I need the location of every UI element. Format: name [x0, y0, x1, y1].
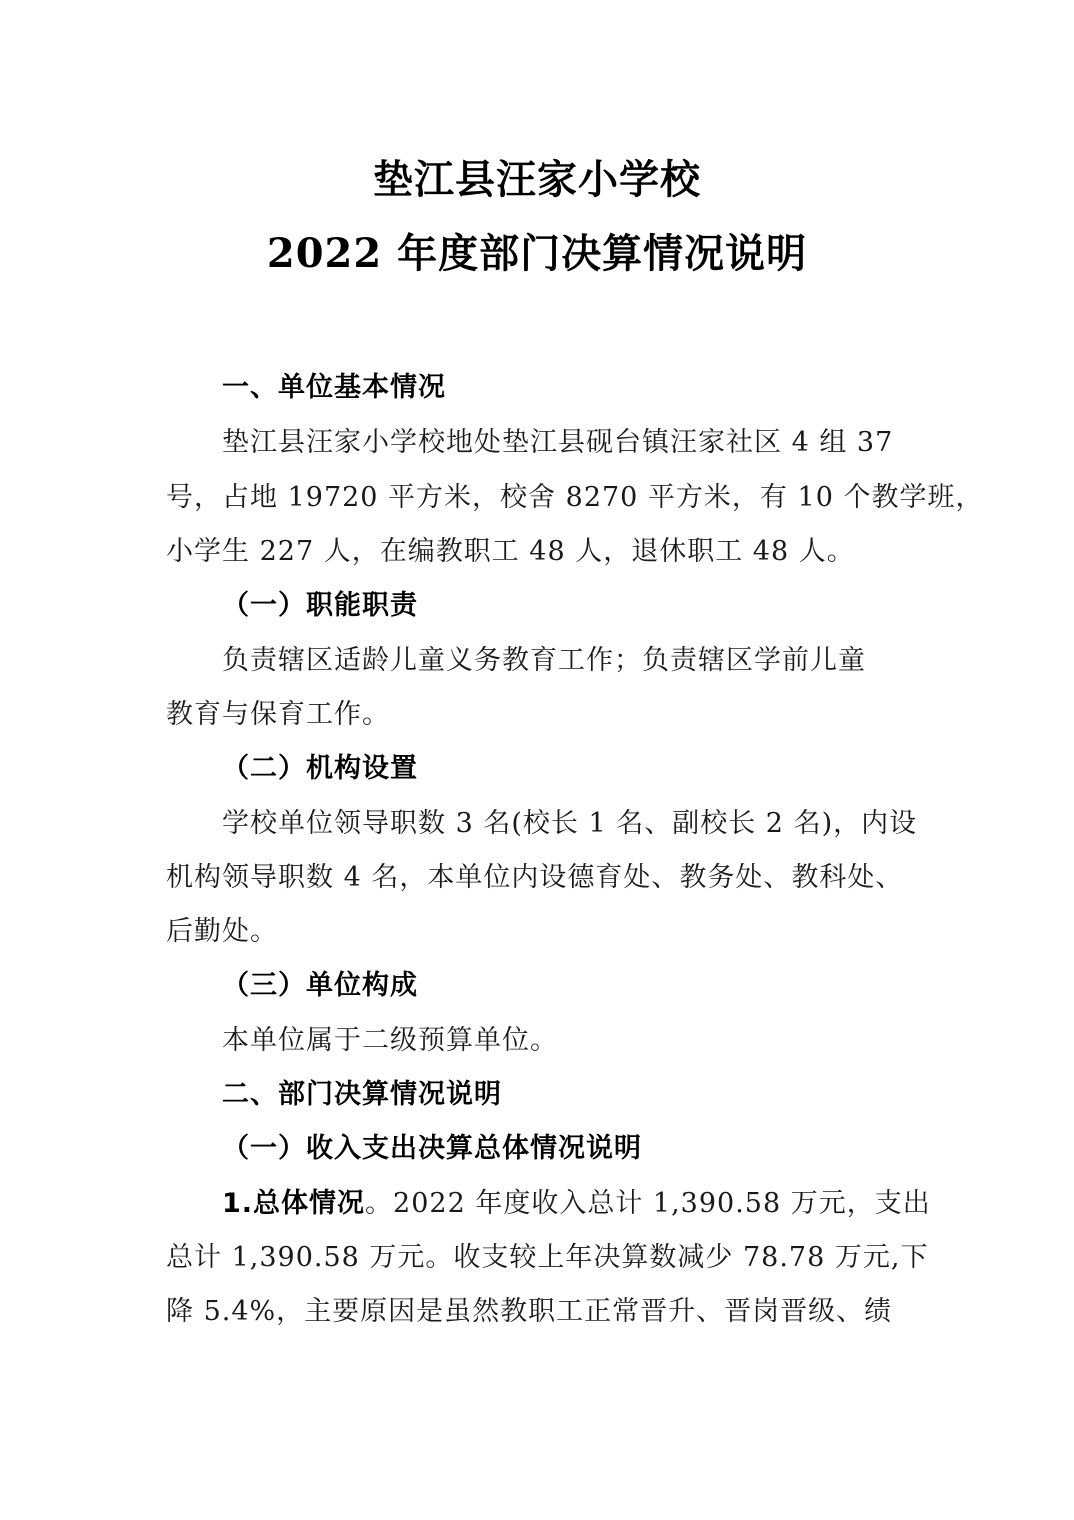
overall-situation-text: 。2022 年度收入总计 1,390.58 万元，支出	[365, 1188, 931, 1219]
section1-intro-line1: 垫江县汪家小学校地处垫江县砚台镇汪家社区 4 组 37	[222, 427, 894, 458]
sub3-heading: （三）单位构成	[222, 970, 418, 1001]
section2-heading: 二、部门决算情况说明	[222, 1079, 502, 1110]
document-title-line1: 垫江县汪家小学校	[373, 156, 701, 203]
document-title-line2: 2022 年度部门决算情况说明	[266, 230, 808, 277]
sub2-heading: （二）机构设置	[222, 753, 418, 784]
section2-sub1-line1	[222, 1186, 931, 1222]
section1-intro-line2: 号，占地 19720 平方米，校舍 8270 平方米，有 10 个教学班，	[166, 482, 984, 513]
sub2-text-line1: 学校单位领导职数 3 名(校长 1 名、副校长 2 名)，内设	[222, 808, 918, 839]
section2-sub1-heading: （一）收入支出决算总体情况说明	[222, 1133, 642, 1164]
section1-intro-line3: 小学生 227 人，在编教职工 48 人，退休职工 48 人。	[166, 536, 855, 567]
sub2-text-line3: 后勤处。	[166, 916, 278, 947]
sub2-text-line2: 机构领导职数 4 名，本单位内设德育处、教务处、教科处、	[166, 862, 904, 893]
overall-situation-lead: 1.总体情况	[222, 1188, 366, 1219]
section1-heading: 一、单位基本情况	[222, 372, 446, 403]
sub1-text-line1: 负责辖区适龄儿童义务教育工作；负责辖区学前儿童	[222, 645, 866, 676]
sub3-text-line1: 本单位属于二级预算单位。	[222, 1025, 558, 1056]
section2-sub1-line2: 总计 1,390.58 万元。收支较上年决算数减少 78.78 万元,下	[166, 1242, 929, 1273]
section2-sub1-line3: 降 5.4%，主要原因是虽然教职工正常晋升、晋岗晋级、绩	[166, 1296, 893, 1327]
sub1-text-line2: 教育与保育工作。	[166, 699, 390, 730]
sub1-heading: （一）职能职责	[222, 590, 418, 621]
